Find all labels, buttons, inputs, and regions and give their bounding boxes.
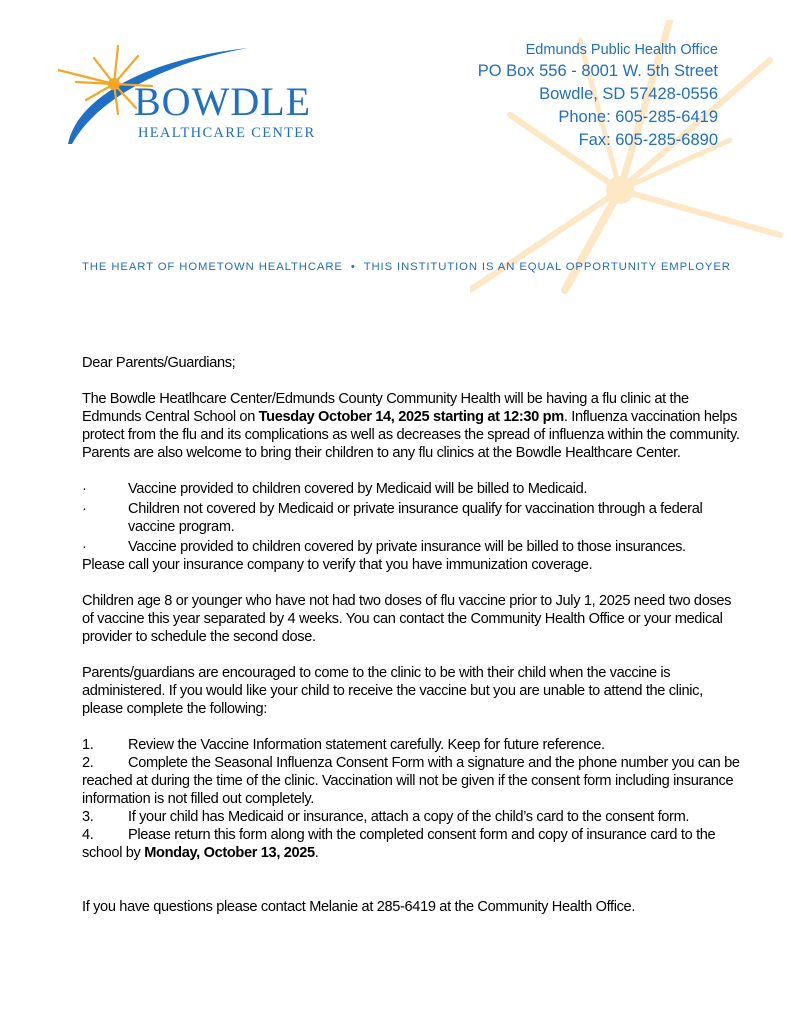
step-text: Review the Vaccine Information statement carefully. Keep for future reference. [128, 737, 605, 753]
doses-paragraph: Children age 8 or younger who have not had two doses of flu vaccine prior to July 1, 2025 need two doses of vaccine this year separated by 4 weeks. You can contact the Community Health Office or your medical provider to schedule the second dose. [82, 593, 732, 645]
step-number: 3. [82, 809, 94, 825]
tagline-right: THIS INSTITUTION IS AN EQUAL OPPORTUNITY EMPLOYER [363, 261, 731, 273]
list-item [82, 808, 742, 826]
bullet-text: Vaccine provided to children covered by Medicaid will be billed to Medicaid. [128, 481, 588, 497]
tagline [82, 261, 731, 273]
city-state-zip: Bowdle, SD 57428-0556 [539, 85, 718, 103]
return-deadline: Monday, October 13, 2025 [144, 845, 315, 861]
closing-line: If you have questions please contact Melanie at 285-6419 at the Community Health Office. [82, 899, 636, 915]
list-item [82, 754, 742, 808]
bullet-text: Children not covered by Medicaid or private insurance qualify for vaccination through a federal vaccine program. [128, 501, 703, 535]
bullet-text: Vaccine provided to children covered by private insurance will be billed to those insurances. [128, 539, 686, 555]
attend-paragraph: Parents/guardians are encouraged to come to the clinic to be with their child when the vaccine is administered. If you would like your child to receive the vaccine but you are unable to attend the clinic, please complete the following: [82, 665, 703, 717]
bullet-icon: · [82, 481, 87, 497]
step-number: 2. [82, 755, 94, 771]
list-item [82, 736, 742, 754]
intro-text-rest: . Influenza vaccination helps protect from the flu and its complications as well as decreases the spread of influenza within the community. Parents are also welcome to bring their children to any flu clinics at the Bowdle Healthcare Center. [82, 409, 740, 461]
list-item [82, 826, 742, 862]
step-text: Complete the Seasonal Influenza Consent Form with a signature and the phone number you can be reached at during the time of the clinic. Vaccination will not be given if the consent form including insurance information is not filled out completely. [82, 755, 740, 807]
step-text: Please return this form along with the completed consent form and copy of insurance card to the school by [82, 827, 716, 861]
tagline-separator: • [350, 261, 356, 273]
logo-name: BOWDLE [134, 79, 312, 124]
phone-number: Phone: 605-285-6419 [558, 108, 718, 126]
salutation: Dear Parents/Guardians; [82, 355, 236, 371]
step-number: 4. [82, 827, 94, 843]
address-block [478, 40, 718, 152]
street-address: PO Box 556 - 8001 W. 5th Street [477, 62, 718, 80]
office-name: Edmunds Public Health Office [525, 42, 718, 58]
bowdle-logo [58, 42, 318, 152]
step-text: If your child has Medicaid or insurance, attach a copy of the child’s card to the consent form. [128, 809, 690, 825]
clinic-date: Tuesday October 14, 2025 starting at 12:30 pm [258, 409, 564, 425]
tagline-left: THE HEART OF HOMETOWN HEALTHCARE [82, 261, 343, 273]
letter-body [82, 354, 742, 916]
intro-text: The Bowdle Heatlhcare Center/Edmunds County Community Health will be having a flu clinic at the Edmunds Central School on [82, 391, 689, 425]
bullet-icon: · [82, 501, 87, 517]
list-item [82, 480, 742, 498]
bullet-icon: · [82, 539, 87, 555]
insurance-note: Please call your insurance company to verify that you have immunization coverage. [82, 557, 593, 573]
step-text-end: . [314, 845, 319, 861]
step-number: 1. [82, 737, 94, 753]
list-item [82, 500, 742, 536]
logo-subtitle: HEALTHCARE CENTER [138, 125, 316, 141]
intro-paragraph [82, 390, 742, 462]
list-item [82, 538, 742, 556]
fax-number: Fax: 605-285-6890 [578, 131, 718, 149]
